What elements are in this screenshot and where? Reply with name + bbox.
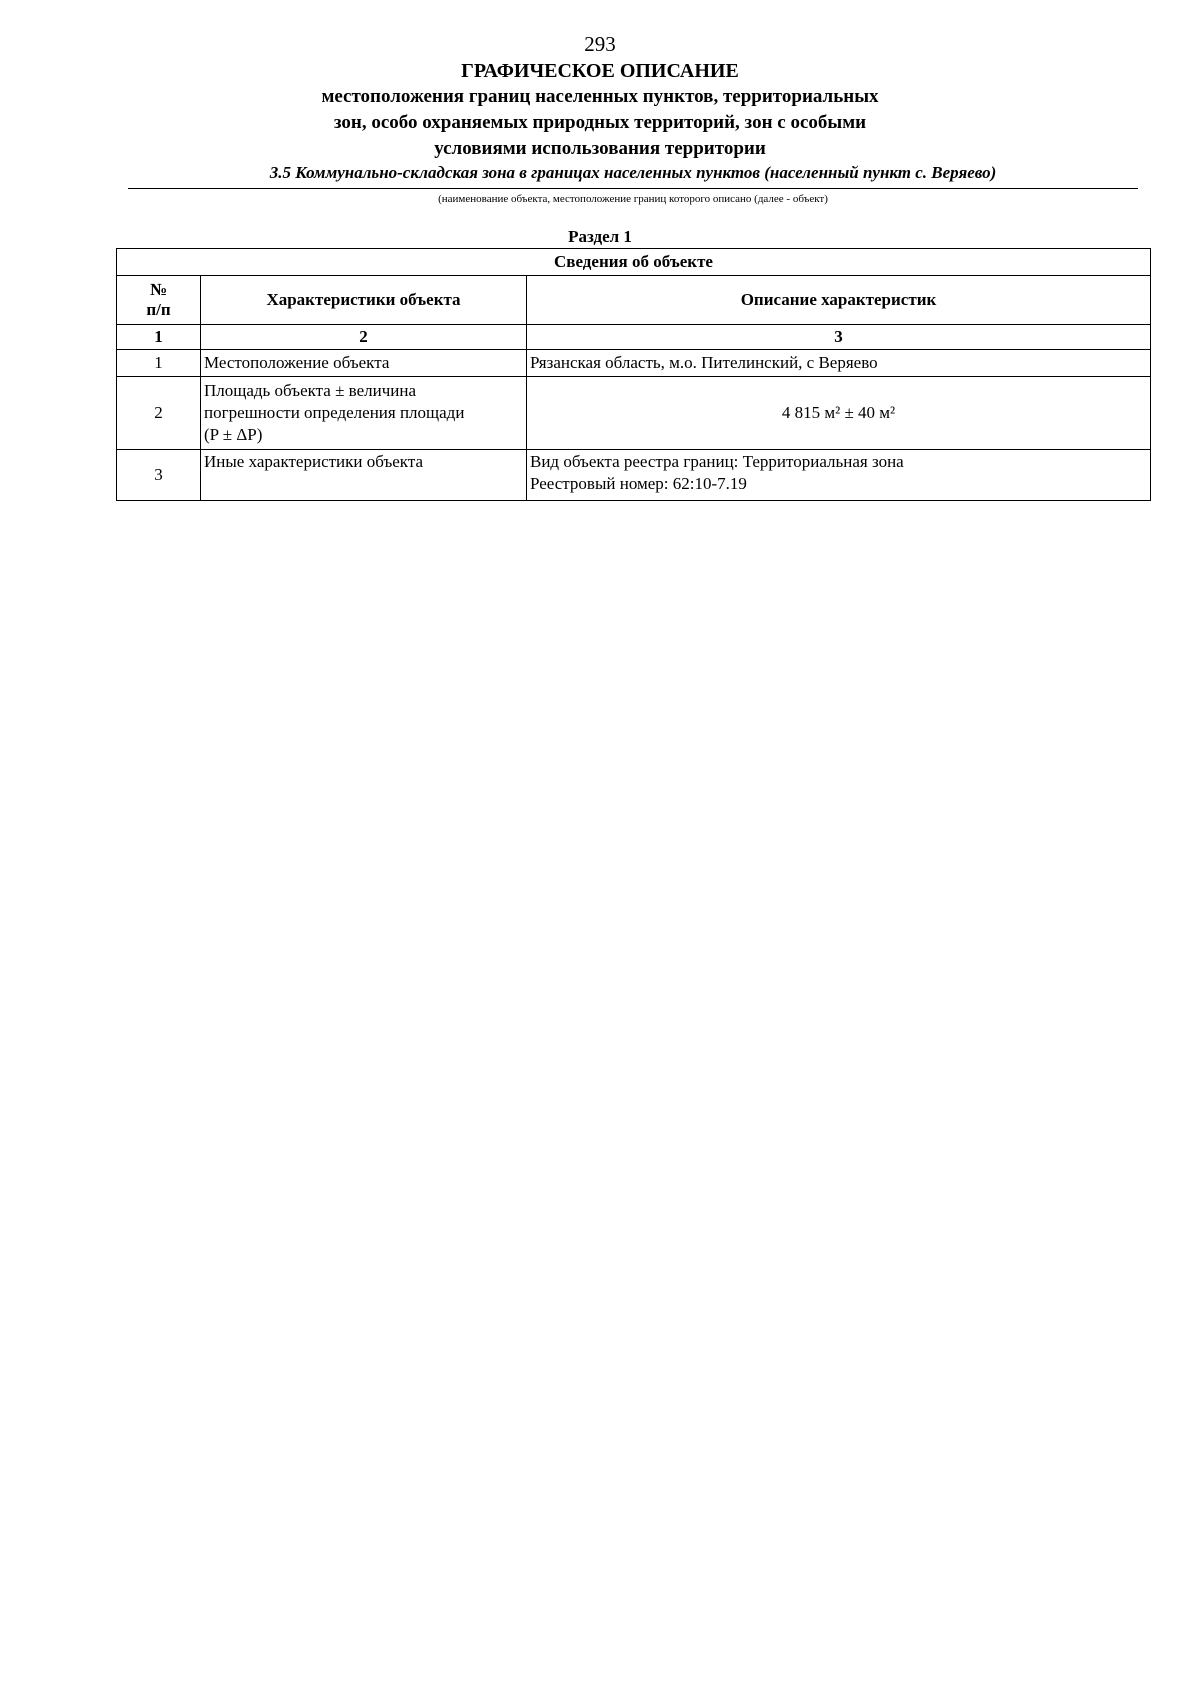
table-caption: Сведения об объекте [117,249,1151,276]
document-subtitle [0,84,1200,162]
header-description: Описание характеристик [527,276,1151,325]
header-num-line: № [149,280,168,299]
header-num-line: п/п [146,300,171,319]
description-line: Вид объекта реестра границ: Территориальная зона [530,452,904,471]
table-row [117,450,1151,501]
table-caption-row [117,249,1151,276]
subtitle-line: условиями использования территории [434,138,766,159]
row-num: 2 [117,377,201,450]
characteristic-line: погрешности определения площади [204,403,465,422]
section-title: Раздел 1 [568,227,632,246]
row-characteristic: Иные характеристики объекта [201,450,527,501]
table-row [117,377,1151,450]
header-num [117,276,201,325]
table-header-row [117,276,1151,325]
page-number: 293 [584,32,616,56]
column-number: 1 [117,325,201,350]
object-caption: (наименование объекта, местоположение границ которого описано (далее - объект) [438,193,828,205]
characteristic-line: Площадь объекта ± величина [204,381,417,400]
object-name: 3.5 Коммунально-складская зона в границах населенных пунктов (населенный пункт с. Веряево) [269,163,997,182]
subtitle-line: местоположения границ населенных пунктов, территориальных [321,86,879,107]
table-row [117,350,1151,377]
row-num: 1 [117,350,201,377]
row-description: 4 815 м² ± 40 м² [527,377,1151,450]
column-number: 3 [527,325,1151,350]
column-number-row [117,325,1151,350]
object-info-table [116,248,1151,501]
characteristic-line: (P ± ΔP) [204,425,263,444]
column-number: 2 [201,325,527,350]
row-num: 3 [117,450,201,501]
document-title: ГРАФИЧЕСКОЕ ОПИСАНИЕ [461,60,739,82]
row-description [527,450,1151,501]
object-name-underline [128,188,1138,189]
row-characteristic [201,377,527,450]
description-line: Реестровый номер: 62:10-7.19 [530,474,747,493]
header-characteristics: Характеристики объекта [201,276,527,325]
row-description: Рязанская область, м.о. Пителинский, с Веряево [527,350,1151,377]
subtitle-line: зон, особо охраняемых природных территорий, зон с особыми [333,112,867,133]
row-characteristic: Местоположение объекта [201,350,527,377]
